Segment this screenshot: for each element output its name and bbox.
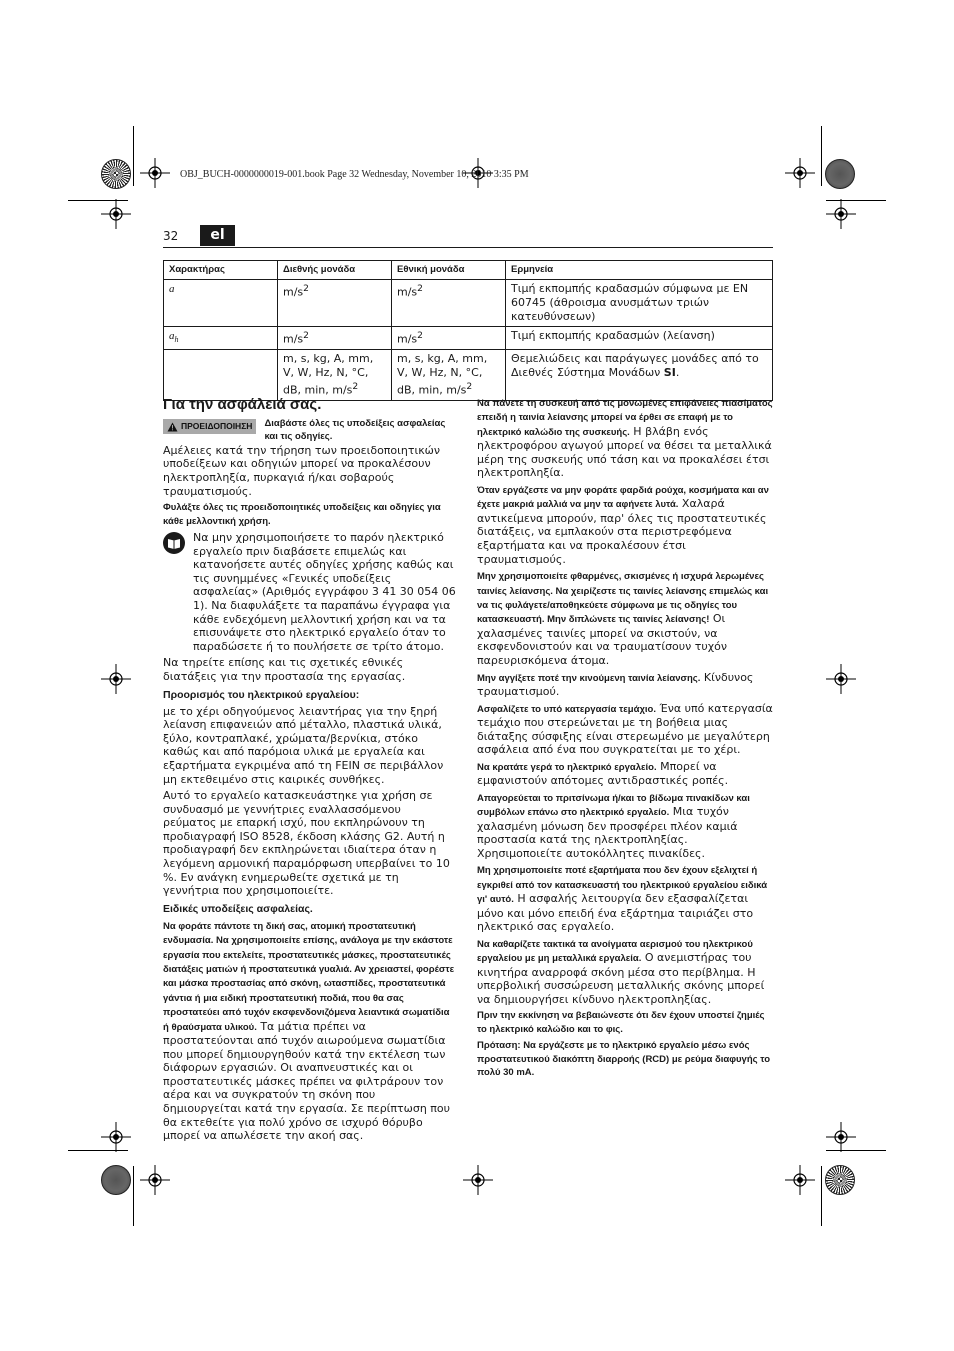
purpose-heading: Προορισμός του ηλεκτρικού εργαλείου:	[163, 688, 360, 701]
intl-unit-cell: $m/s^2$	[278, 327, 392, 350]
warning-badge	[163, 419, 256, 434]
read-manual-text: Να μην χρησιμοποιήσετε το παρόν ηλεκτρικό εργαλείο πριν διαβάσετε επιμελώς και κατανοήσετε αυτές οδηγίες χρήσης καθώς και τις συνημμένες «Γενικές υποδείξεις ασφαλείας» (Αριθμός εγγράφου 3 41 30 054 06 1). Να διαφυλάξετε τα παραπάνω έγγραφα για κάθε ενδεχόμενη μελλοντική χρήση και να τα επισυνάψετε στο ηλεκτρικό εργαλείο όταν το παραδώσετε ή το πουλήσετε σε τρίτο άτομο.	[193, 531, 456, 653]
registration-crosshair	[463, 1165, 493, 1195]
table-row	[164, 327, 773, 350]
page-number: 32	[163, 229, 179, 243]
generator-text: Αυτό το εργαλείο κατασκευάστηκε για χρήση σε συνδυασμό με γεννήτριες εναλλασσόμενου ρεύματος με επαρκή ισχύ, που εκπληρώνουν τη προδιαγραφή ISO 8528, έκδοση κλάσης G2. Αυτή η προδιαγραφή δεν εκπληρώνεται ιδιαίτερα όταν η λεγόμενη αρμονική παραμόρφωση υπερβαίνει το 10 %. Εν ανάγκη ενημερωθείτε σχετικά με τη γεννήτρια που χρησιμοποιείτε.	[163, 789, 450, 898]
safety-paragraph: Όταν εργάζεστε να μην φοράτε φαρδιά ρούχα, κοσμήματα και αν έχετε μακριά μαλλιά να μην τα αφήνετε λυτά. Χαλαρά αντικείμενα μπορούν, παρ' όλες τις προστατευτικές διατάξεις, να εμπλακούν στα περιστρεφόμενα εξαρτήματα και να προκαλέσουν έτσι τραυματισμούς.	[477, 485, 769, 566]
column-header: Εθνική μονάδα	[392, 261, 506, 280]
meaning-cell: Τιμή εκπομπής κραδασμών (λείανση)	[506, 327, 773, 350]
safety-paragraph: Απαγορεύεται το πριτσίνωμα ή/και το βίδωμα πινακίδων και συμβόλων επάνω στο ηλεκτρικό εργαλείο. Μια τυχόν χαλασμένη μόνωση δεν προσφέρει πλέον καμιά προστασία κατά της ηλεκτροπληξίας. Χρησιμοποιείτε αυτοκόλλητες πινακίδες.	[477, 792, 750, 860]
warning-badge-label: ΠΡΟΕΙΔΟΠΟΙΗΣΗ	[181, 420, 253, 431]
safety-paragraph: Να πάνετε τη συσκευή από τις μονωμένες επιφάνειες πιασίματος επειδή η ταινία λείανσης μπορεί να έρθει σε επαφή με το ηλεκτρικό καλώδιο της συσκευής. Η βλάβη ενός ηλεκτροφόρου αγωγού μπορεί να θέσει τα μεταλλικά μέρη της συσκευής υπό τάση και να προκαλέσει έτσι ηλεκτροπληξία.	[477, 398, 773, 480]
registration-rosette	[825, 159, 855, 189]
read-manual-block	[163, 531, 457, 653]
read-manual-icon	[163, 532, 185, 554]
safety-paragraph: Μην χρησιμοποιείτε φθαρμένες, σκισμένες ή ισχυρά λερωμένες ταινίες λείανσης. Να χειρίζεστε τις ταινίες λείανσης επιμελώς και να τις φυλάγετε/αποθηκεύετε σύμφωνα με τις οδηγίες του κατασκευαστή. Μην διπλώνετε τις ταινίες λείανσης! Οι χαλασμένες ταινίες μπορεί να σκιστούν, να εκσφενδονιστούν και να τραυματίσουν τυχόν παρευρισκόμενα άτομα.	[477, 571, 769, 667]
national-unit-cell: $m/s^2$	[392, 280, 506, 327]
symbol-cell	[164, 350, 278, 401]
header-rule	[163, 247, 773, 248]
intl-unit-cell: m, s, kg, A, mm, V, W, Hz, N, °C, dB, min, $m/s^2$	[278, 350, 392, 401]
left-column	[163, 396, 457, 1146]
registration-crosshair	[826, 664, 856, 694]
language-tab: el	[200, 225, 235, 246]
registration-crosshair	[826, 1122, 856, 1152]
special-safety-heading: Ειδικές υποδείξεις ασφαλείας.	[163, 902, 313, 915]
column-header: Χαρακτήρας	[164, 261, 278, 280]
safety-paragraph: Να κρατάτε γερά το ηλεκτρικό εργαλείο. Μπορεί να εμφανιστούν απότομες αντιδραστικές ροπές.	[477, 759, 729, 788]
warning-triangle-icon	[167, 422, 178, 432]
column-header: Διεθνής μονάδα	[278, 261, 392, 280]
units-table	[163, 260, 773, 401]
symbol-cell: $a_h$	[164, 327, 278, 350]
print-header: OBJ_BUCH-0000000019-001.book Page 32 Wednesday, November 10, 2010 3:35 PM	[180, 169, 529, 180]
symbol-cell: a	[164, 280, 278, 327]
registration-crosshair	[826, 199, 856, 229]
crop-mark	[821, 1166, 822, 1226]
safety-paragraph: Ασφαλίζετε το υπό κατεργασία τεμάχιο. Ένα υπό κατεργασία τεμάχιο που στερεώνεται με τη βοήθεια μιας διάταξης σύσφιξης είναι στερεωμένο με μεγαλύτερη ασφάλεια από ένα που συγκρατείται με το χέρι.	[477, 701, 773, 757]
safety-paragraph: Πριν την εκκίνηση να βεβαιώνεστε ότι δεν έχουν υποστεί ζημιές το ηλεκτρικό καλώδιο και το φις.	[477, 1010, 765, 1035]
meaning-cell: Θεμελιώδεις και παράγωγες μονάδες από το Διεθνές Σύστημα Μονάδων SI.	[506, 350, 773, 401]
crop-mark	[133, 1166, 134, 1226]
registration-rosette	[825, 1165, 855, 1195]
safety-paragraph: Να καθαρίζετε τακτικά τα ανοίγματα αερισμού του ηλεκτρικού εργαλείου με μη μεταλλικά εργαλεία. Ο ανεμιστήρας του κινητήρα αναρροφά σκόνη μέσα στο περίβλημα. Η υπερβολική συσσώρευση μεταλλικής σκόνης μπορεί να δημιουργήσει κίνδυνο ηλεκτροπληξίας.	[477, 938, 765, 1006]
meaning-cell: Τιμή εκπομπής κραδασμών σύμφωνα με EN 60745 (άθροισμα ανυσμάτων τριών κατευθύνσεων)	[506, 280, 773, 327]
registration-rosette	[101, 159, 131, 189]
crop-mark	[133, 126, 134, 186]
table-header-row	[164, 261, 773, 280]
registration-crosshair	[101, 1122, 131, 1152]
warning-heading: Διαβάστε όλες τις υποδείξεις ασφαλείας και τις οδηγίες.	[264, 418, 446, 443]
national-unit-cell: m, s, kg, A, mm, V, W, Hz, N, °C, dB, min, $m/s^2$	[392, 350, 506, 401]
right-column	[477, 396, 773, 1082]
registration-crosshair	[101, 199, 131, 229]
intl-unit-cell: $m/s^2$	[278, 280, 392, 327]
registration-crosshair	[785, 1165, 815, 1195]
table-row	[164, 280, 773, 327]
national-regulations-text: Να τηρείτε επίσης και τις σχετικές εθνικές διατάξεις για την προστασία της εργασίας.	[163, 656, 406, 683]
keep-instructions-note: Φυλάξτε όλες τις προειδοποιητικές υποδείξεις και οδηγίες για κάθε μελλοντική χρήση.	[163, 502, 441, 527]
rcd-recommendation: Πρόταση: Να εργάζεστε με το ηλεκτρικό εργαλείο μέσω ενός προστατευτικού διακόπτη διαρροής (RCD) με ρεύμα διαφυγής το πολύ 30 mA.	[477, 1040, 771, 1078]
purpose-text: με το χέρι οδηγούμενος λειαντήρας για την ξηρή λείανση επιφανειών από μέταλλο, πλαστικά υλικά, ξύλο, κοντραπλακέ, χρώματα/βερνίκια, στόκο καθώς και από παρόμοια υλικά με εργαλεία και εξαρτήματα εγκριμένα από τη FEIN σε περιβάλλον μη εκτεθειμένο στις καιρικές συνθήκες.	[163, 704, 444, 786]
column-header: Ερμηνεία	[506, 261, 773, 280]
safety-paragraph: Μη χρησιμοποιείτε ποτέ εξαρτήματα που δεν έχουν εξελιχτεί ή εγκριθεί από τον κατασκευαστή του ηλεκτρικού εργαλείου ειδικά γι' αυτό. Η ασφαλής λειτουργία δεν εξασφαλίζεται μόνο και μόνο επειδή ένα εξάρτημα ταιριάζει στο ηλεκτρικό σας εργαλείο.	[477, 865, 768, 934]
warning-text: Αμέλειες κατά την τήρηση των προειδοποιητικών υποδείξεων και οδηγιών μπορεί να προκαλέσουν ηλεκτροπληξία, πυρκαγιά ή/και σοβαρούς τραυματισμούς.	[163, 443, 441, 498]
protective-equipment-paragraph: Να φοράτε πάντοτε τη δική σας, ατομική προστατευτική ενδυμασία. Να χρησιμοποιείτε επίσης, ανάλογα με την εκάστοτε εργασία που εκτελείτε, προστατευτικές μάσκες, προστατευτικές διατάξεις ματιών ή προστατευτικά γυαλιά. Αν χρειαστεί, φορέστε και μάσκα προστασίας από σκόνη, ωτασπίδες, προστατευτικά γάντια ή μια ειδική προστατευτική ποδιά, που θα σας προστατεύει από τυχόν εκσφενδονιζόμενα λειαντικά σωματίδια ή θραύσματα υλικού. Τα μάτια πρέπει να προστατεύονται από τυχόν αιωρούμενα σωματίδια που μπορεί δημιουργηθούν κατά την εκτέλεση των διάφορων εργασιών. Οι αναπνευστικές και οι προστατευτικές μάσκες πρέπει να φιλτράρουν τον αέρα και να συγκρατούν τη σκόνη που δημιουργείται κατά την εργασία. Σε περίπτωση που θα εκτεθείτε για πολύ χρόνο σε ισχυρό θόρυβο μπορεί να απωλέσετε την ακοή σας.	[163, 920, 455, 1143]
registration-rosette	[101, 1165, 131, 1195]
safety-paragraph: Μην αγγίξετε ποτέ την κινούμενη ταινία λείανσης. Κίνδυνος τραυματισμού.	[477, 670, 754, 698]
registration-crosshair	[785, 158, 815, 188]
table-row	[164, 350, 773, 401]
crop-mark	[821, 126, 822, 186]
national-unit-cell: $m/s^2$	[392, 327, 506, 350]
registration-crosshair	[101, 664, 131, 694]
registration-crosshair	[140, 158, 170, 188]
warning-block	[163, 417, 457, 444]
registration-crosshair	[140, 1165, 170, 1195]
section-title: Για την ασφάλειά σας.	[163, 396, 322, 413]
